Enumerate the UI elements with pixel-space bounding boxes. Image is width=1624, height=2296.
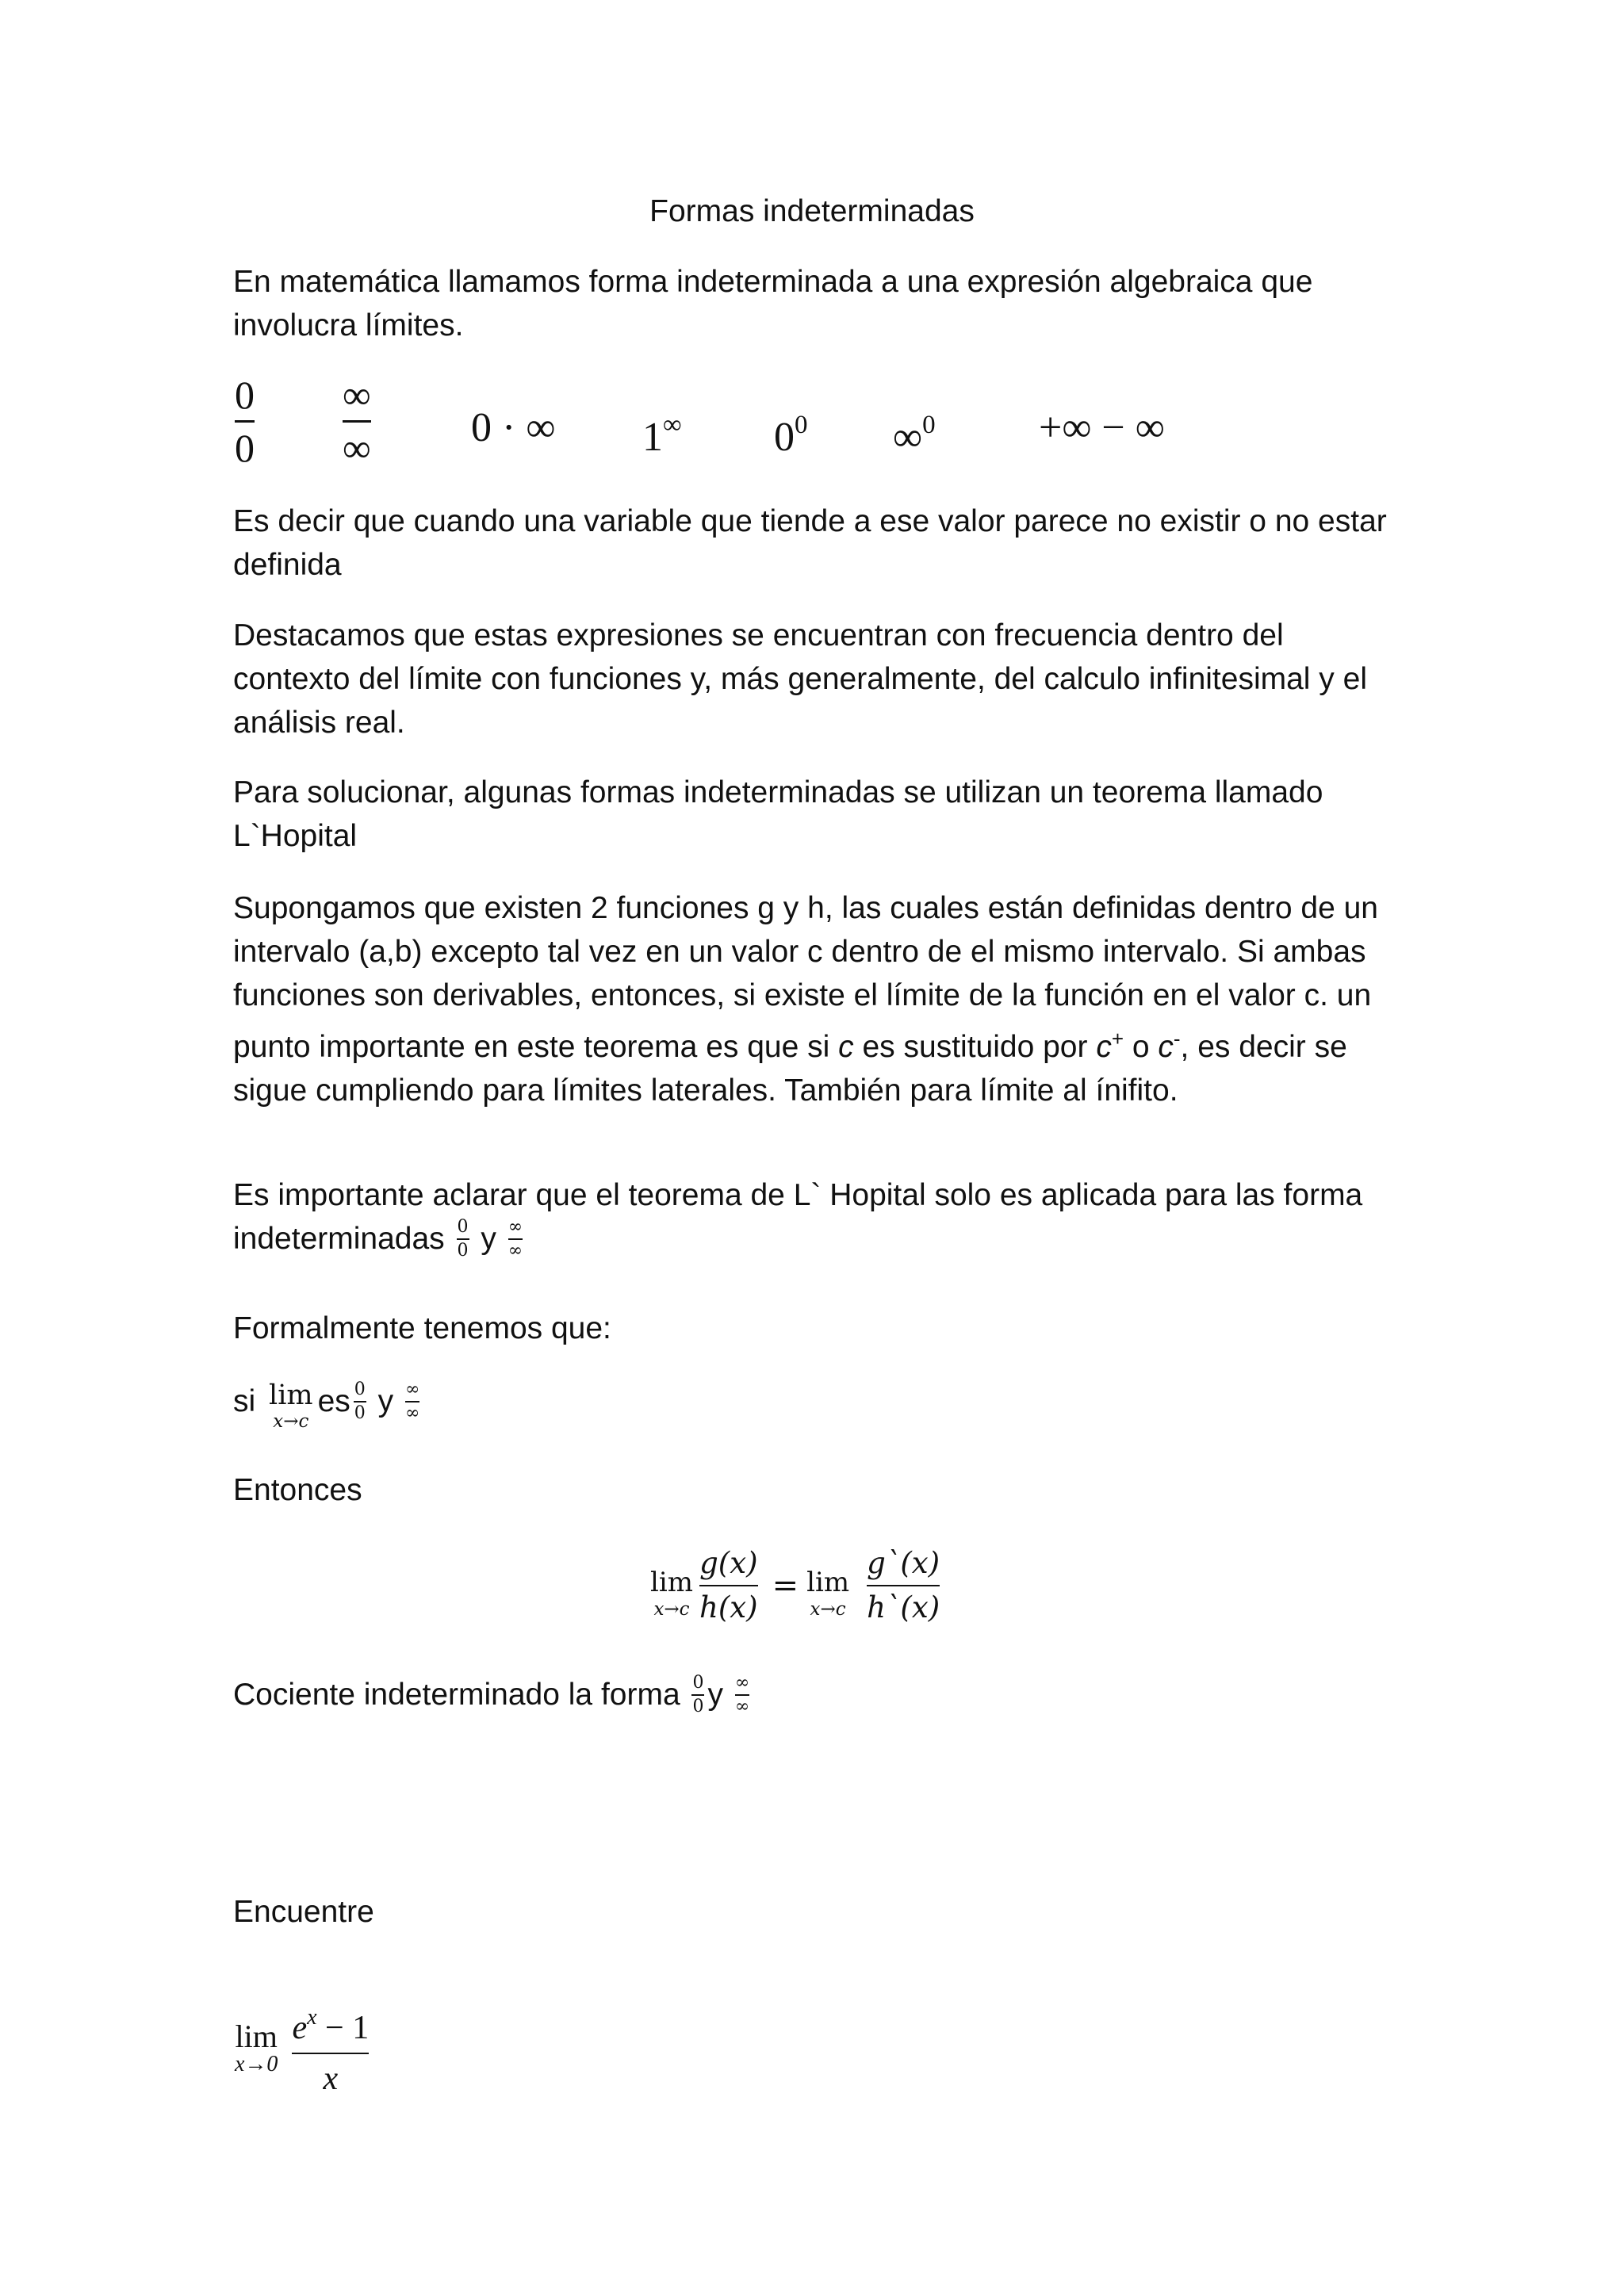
exercise-fraction: $e^x - 1$ x xyxy=(292,2005,370,2097)
exercise-limit xyxy=(235,1998,369,2099)
fraction-zero-zero: $\frac{0}{0}$ xyxy=(354,1379,366,1423)
fraction-zero-zero: $\frac{0}{0}$ xyxy=(457,1216,469,1261)
limit-notation: lim x→c xyxy=(269,1380,313,1432)
paragraph-lhopital-intro: Para solucionar, algunas formas indeterminadas se utilizan un teorema llamado L`Hopital xyxy=(233,775,1323,853)
form-inf-minus-inf: +∞ − ∞ xyxy=(1039,405,1165,450)
form-zero-over-zero: 0 0 xyxy=(235,373,255,470)
limit-notation: lim x→0 xyxy=(235,2018,278,2076)
fraction-zero-zero: $\frac{0}{0}$ xyxy=(692,1672,704,1716)
paragraph-definition: Es decir que cuando una variable que tiende a ese valor parece no existir o no estar definida xyxy=(233,504,1387,582)
paragraph-encuentre: Encuentre xyxy=(233,1895,374,1929)
fraction-inf-inf: ∞ ∞ xyxy=(734,1672,750,1716)
form-zero-pow-zero: $0^0$ xyxy=(774,411,808,460)
paragraph-entonces: Entonces xyxy=(233,1473,362,1507)
fraction-derivatives: g`(x) h`(x) xyxy=(867,1546,940,1624)
form-zero-times-inf: 0 · ∞ xyxy=(471,405,556,450)
paragraph-context: Destacamos que estas expresiones se encuentran con frecuencia dentro del contexto del límite con funciones y, más generalmente, del calculo infinitesimal y el análisis real. xyxy=(233,618,1367,740)
lhopital-equation xyxy=(650,1538,946,1633)
fraction-inf-inf: ∞ ∞ xyxy=(404,1379,420,1423)
paragraph-condition: si lim x→c es $\frac{0}{0}$ y ∞ ∞ xyxy=(233,1379,420,1432)
form-one-pow-inf: 1∞ xyxy=(642,411,682,460)
paragraph-quotient: Cociente indeterminado la forma $\frac{0}{0}$ y ∞ ∞ xyxy=(233,1672,750,1716)
limit-notation: lim x→c xyxy=(650,1567,693,1620)
form-inf-pow-zero: ∞$^0$ xyxy=(893,411,936,460)
paragraph-theorem-statement: Supongamos que existen 2 funciones g y h, las cuales están definidas dentro de un intervalo (a,b) excepto tal vez en un valor c dentro de el mismo intervalo. Si ambas funciones son derivables, entonces, si existe el límite de la función en el valor c. un punto importante en este teorema es que si c es sustituido por c+ o c-, es decir se sigue cumpliendo para límites laterales. También para límite al ínifito. xyxy=(233,891,1378,1108)
equals-sign: = xyxy=(772,1567,799,1604)
paragraph-applicability: Es importante aclarar que el teorema de L` Hopital solo es aplicada para las forma indeterminadas $\frac{0}{0}$ y ∞ ∞ xyxy=(233,1178,1363,1261)
intro-paragraph: En matemática llamamos forma indeterminada a una expresión algebraica que involucra límites. xyxy=(233,265,1313,342)
fraction-g-over-h: g(x) h(x) xyxy=(699,1546,758,1624)
page-title: Formas indeterminadas xyxy=(649,194,975,228)
form-inf-over-inf: ∞ ∞ xyxy=(343,373,371,470)
fraction-inf-inf: ∞ ∞ xyxy=(508,1216,523,1261)
paragraph-formally: Formalmente tenemos que: xyxy=(233,1311,611,1345)
limit-notation: lim x→c xyxy=(806,1567,850,1620)
